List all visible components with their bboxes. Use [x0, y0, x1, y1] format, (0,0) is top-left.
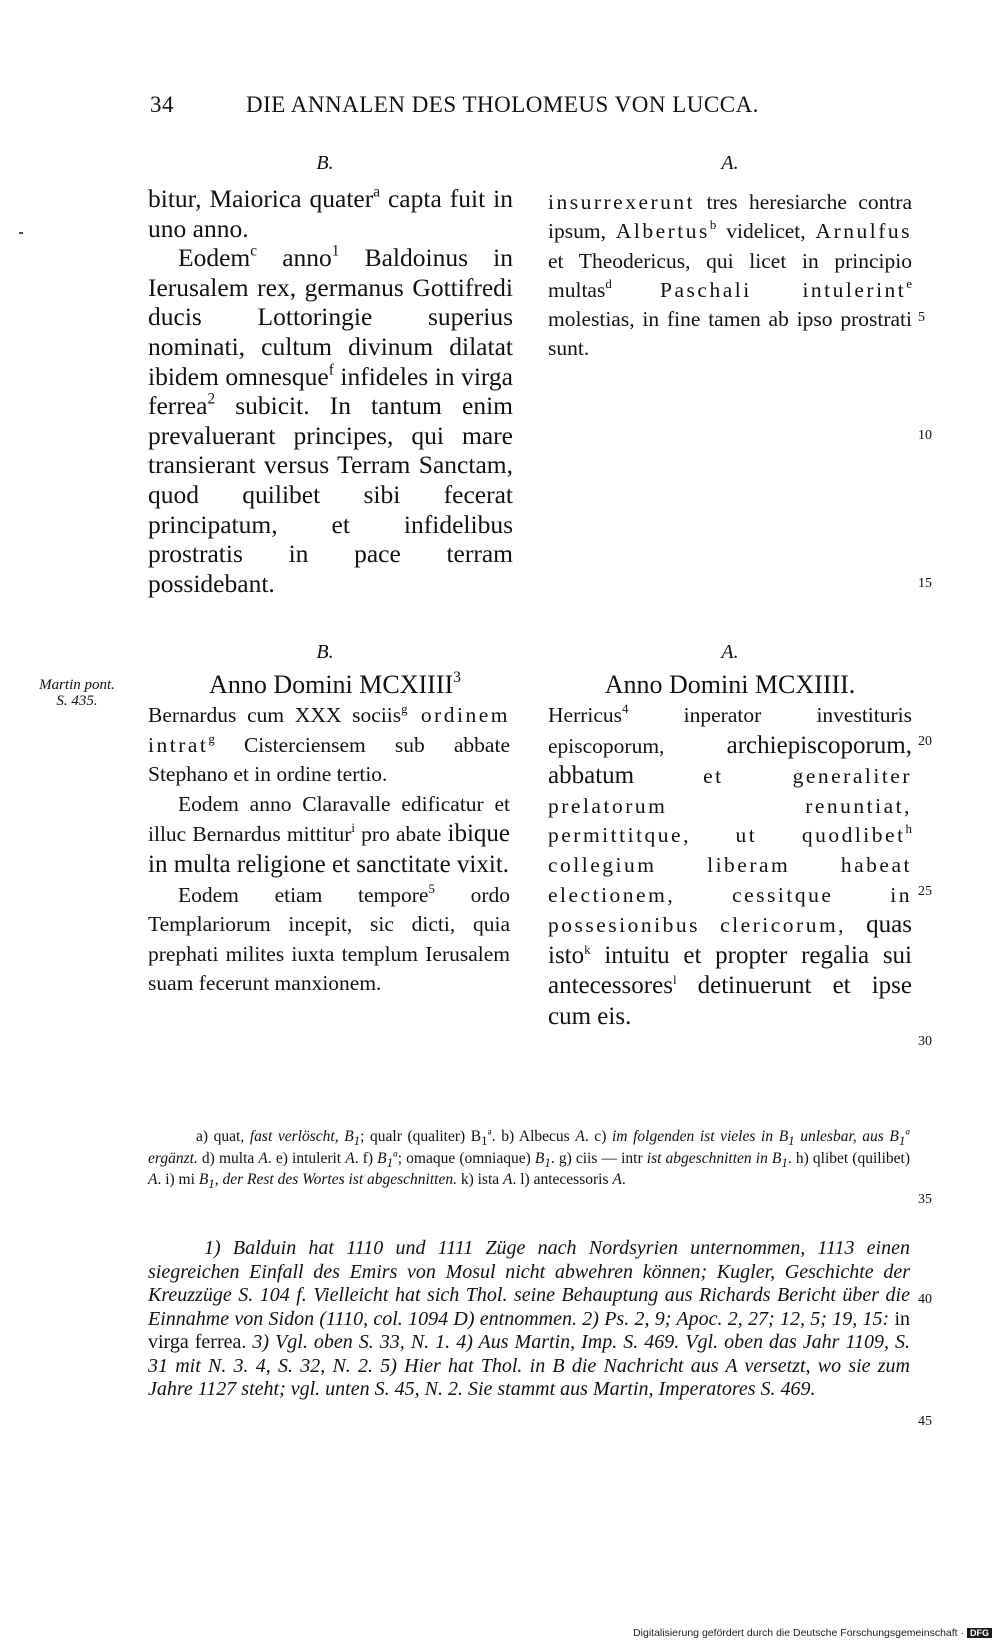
line-number: 10	[918, 428, 932, 443]
paragraph: bitur, Maiorica quater$^a$ capta fuit in uno anno.	[148, 183, 513, 243]
scan-mark	[19, 232, 23, 234]
dfg-logo: DFG	[967, 1628, 992, 1638]
siglum-b-2: B.	[316, 641, 334, 663]
line-number: 5	[918, 310, 925, 325]
siglum-b-1: B.	[316, 152, 334, 174]
text-column-b-1	[148, 184, 513, 598]
siglum-a-2: A.	[721, 641, 739, 663]
text-column-a-2	[548, 701, 912, 1033]
paragraph: insurrexerunt tres heresiarche contra ipsum, Albertus$^b$ videlicet, Arnulfus et Theodericus, qui licet in principio multas$^d$ Paschali intulerint$^e$ molestias, in fine tamen ab ipso prostrati sunt.	[548, 190, 912, 361]
text-column-a-1	[548, 188, 912, 364]
digitization-credit: Digitalisierung gefördert durch die Deutsche Forschungsgemeinschaft · DFG	[633, 1627, 992, 1639]
paragraph: Eodem anno Claravalle edificatur et illuc Bernardus mittitur$^i$ pro abate ibique in multa religione et sanctitate vixit.	[148, 791, 510, 878]
margin-note: Martin pont. S. 435.	[39, 677, 115, 709]
year-heading-a: Anno Domini MCXIIII.	[604, 670, 856, 699]
text-column-b-2	[148, 701, 510, 999]
critical-apparatus: a) quat, fast verlöscht, $B_1$; qualr (qualiter) $B_1^a$. b) Albecus A. c) im folgenden ist vieles in $B_1$ unlesbar, aus $B_1^a$ ergänzt. d) multa A. e) intulerit A. f) $B_1^a$; omaque (omniaque) $B_1$. g) ciis — intr ist abgeschnitten in $B_1$. h) qlibet (quilibet) A. i) mi $B_1$, der Rest des Wortes ist abgeschnitten. k) ista A. l) antecessoris A.	[148, 1127, 911, 1192]
line-number: 30	[918, 1034, 932, 1049]
line-number: 20	[918, 734, 932, 749]
line-number: 15	[918, 576, 932, 591]
paragraph: Herricus$^4$ inperator investituris episcoporum, archiepiscoporum, abbatum et generaliter prelatorum renuntiat, permittitque, ut quodlibet$^h$ collegium liberam habeat electionem, cessitque in possesionibus clericorum, quas isto$^k$ intuitu et propter regalia sui antecessores$^l$ detinuerunt et ipse cum eis.	[548, 701, 912, 1030]
line-number: 25	[918, 884, 932, 899]
paragraph: Bernardus cum XXX sociis$^g$ ordinem intrat$^g$ Cisterciensem sub abbate Stephano et in ordine tertio.	[148, 701, 510, 787]
siglum-a-1: A.	[721, 152, 739, 174]
page-number: 34	[150, 92, 174, 117]
paragraph: Eodem$^c$ anno$^1$ Baldoinus in Ierusalem rex, germanus Gottifredi ducis Lottoringie superius nominati, cultum divinum dilatat ibidem omnesque$^f$ infideles in virga ferrea$^2$ subicit. In tantum enim prevaluerant principes, qui mare transierant versus Terram Sanctam, quod quilibet sibi fecerat principatum, et infidelibus prostratis in pace terram possidebant.	[148, 242, 514, 598]
line-number: 45	[918, 1414, 932, 1429]
paragraph: Eodem etiam tempore$^5$ ordo Templariorum incepit, sic dicti, quia prephati milites iuxta templum Ierusalem suam fecerunt manxionem.	[148, 881, 510, 996]
year-heading-b: Anno Domini MCXIIII$^3$	[209, 669, 461, 699]
line-number: 40	[918, 1292, 932, 1307]
running-title: DIE ANNALEN DES THOLOMEUS VON LUCCA.	[246, 92, 759, 117]
historical-notes: 1) Balduin hat 1110 und 1111 Züge nach Nordsyrien unternommen, 1113 einen siegreichen Einfall des Emirs von Mosul nicht abwehren können; Kugler, Geschichte der Kreuzzüge S. 104 f. Vielleicht hat sich Thol. seine Behauptung aus Richards Bericht über die Einnahme von Sidon (1110, col. 1094 D) entnommen. 2) Ps. 2, 9; Apoc. 2, 27; 12, 5; 19, 15: in virga ferrea. 3) Vgl. oben S. 33, N. 1. 4) Aus Martin, Imp. S. 469. Vgl. oben das Jahr 1109, S. 31 mit N. 3. 4, S. 32, N. 2. 5) Hier hat Thol. in B die Nachricht aus A versetzt, wo sie zum Jahre 1127 steht; vgl. unten S. 45, N. 2. Sie stammt aus Martin, Imperatores S. 469.	[148, 1237, 911, 1400]
line-number: 35	[918, 1192, 932, 1207]
